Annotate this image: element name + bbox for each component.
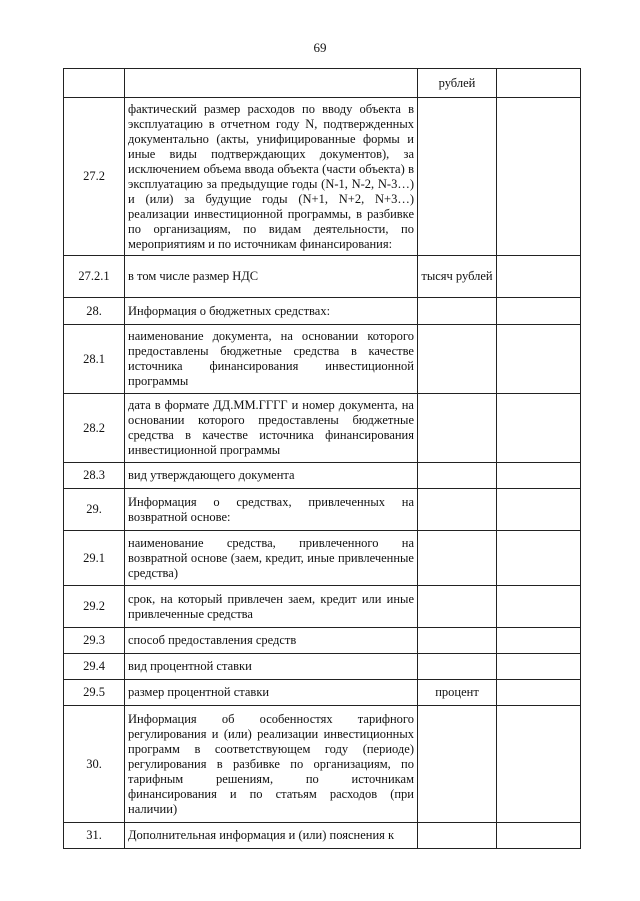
row-number: 29.1 (64, 531, 125, 586)
table-row (64, 628, 581, 654)
value-cell (497, 706, 581, 823)
value-cell (497, 463, 581, 489)
row-unit (418, 325, 497, 394)
row-number: 27.2.1 (64, 256, 125, 298)
row-description: вид процентной ставки (125, 654, 418, 680)
row-unit (418, 586, 497, 628)
row-number: 29.2 (64, 586, 125, 628)
value-cell (497, 325, 581, 394)
row-description: Дополнительная информация и (или) пояснения к (125, 823, 418, 849)
value-cell (497, 823, 581, 849)
table-row (64, 98, 581, 256)
row-unit (418, 394, 497, 463)
row-description (125, 69, 418, 98)
table-row (64, 298, 581, 325)
row-description: дата в формате ДД.ММ.ГГГГ и номер документа, на основании которого предоставлены бюджетные средства в качестве источника финансирования инвестиционной программы (125, 394, 418, 463)
row-description: срок, на который привлечен заем, кредит или иные привлеченные средства (125, 586, 418, 628)
table-row (64, 394, 581, 463)
row-description: в том числе размер НДС (125, 256, 418, 298)
row-description: Информация об особенностях тарифного регулирования и (или) реализации инвестиционных программ в соответствующем году (периоде) регулирования в разбивке по организациям, по тарифным решениям, по источникам финансирования и по статьям расходов (при наличии) (125, 706, 418, 823)
value-cell (497, 531, 581, 586)
table-row (64, 69, 581, 98)
table-row (64, 706, 581, 823)
row-description: вид утверждающего документа (125, 463, 418, 489)
row-unit (418, 628, 497, 654)
row-number: 29. (64, 489, 125, 531)
row-description: фактический размер расходов по вводу объекта в эксплуатацию в отчетном году N, подтвержденных документально (акты, унифицированные формы и иные виды подтверждающих документов), за исключением объема ввода объекта (части объекта) в эксплуатацию за предыдущие годы (N-1, N-2, N-3…) и (или) за будущие годы (N+1, N+2, N+3…) реализации инвестиционной программы, в разбивке по организациям, по видам деятельности, по мероприятиям и по источникам финансирования: (125, 98, 418, 256)
row-number: 29.5 (64, 680, 125, 706)
value-cell (497, 394, 581, 463)
row-number: 28.3 (64, 463, 125, 489)
value-cell (497, 586, 581, 628)
row-number: 27.2 (64, 98, 125, 256)
row-description: способ предоставления средств (125, 628, 418, 654)
value-cell (497, 654, 581, 680)
row-description: Информация о средствах, привлеченных на возвратной основе: (125, 489, 418, 531)
row-unit: тысяч рублей (418, 256, 497, 298)
row-unit (418, 98, 497, 256)
value-cell (497, 256, 581, 298)
value-cell (497, 628, 581, 654)
row-unit (418, 823, 497, 849)
table-row (64, 586, 581, 628)
row-unit (418, 298, 497, 325)
table-row (64, 463, 581, 489)
value-cell (497, 680, 581, 706)
row-description: наименование документа, на основании которого предоставлены бюджетные средства в качестве источника финансирования инвестиционной программы (125, 325, 418, 394)
page-number: 69 (313, 40, 327, 55)
row-unit (418, 706, 497, 823)
row-description: наименование средства, привлеченного на возвратной основе (заем, кредит, иные привлеченные средства) (125, 531, 418, 586)
row-unit (418, 531, 497, 586)
row-number: 30. (64, 706, 125, 823)
value-cell (497, 298, 581, 325)
row-unit (418, 463, 497, 489)
table-row (64, 325, 581, 394)
table-row (64, 256, 581, 298)
row-number: 28.2 (64, 394, 125, 463)
row-unit (418, 489, 497, 531)
row-number: 29.4 (64, 654, 125, 680)
row-number: 31. (64, 823, 125, 849)
table-row (64, 680, 581, 706)
value-cell (497, 98, 581, 256)
table-row (64, 654, 581, 680)
table-row (64, 489, 581, 531)
row-unit: рублей (418, 69, 497, 98)
data-table (63, 68, 581, 849)
row-unit: процент (418, 680, 497, 706)
row-number: 29.3 (64, 628, 125, 654)
table-row (64, 823, 581, 849)
row-description: Информация о бюджетных средствах: (125, 298, 418, 325)
row-description: размер процентной ставки (125, 680, 418, 706)
row-unit (418, 654, 497, 680)
row-number (64, 69, 125, 98)
row-number: 28.1 (64, 325, 125, 394)
value-cell (497, 489, 581, 531)
table-row (64, 531, 581, 586)
value-cell (497, 69, 581, 98)
row-number: 28. (64, 298, 125, 325)
